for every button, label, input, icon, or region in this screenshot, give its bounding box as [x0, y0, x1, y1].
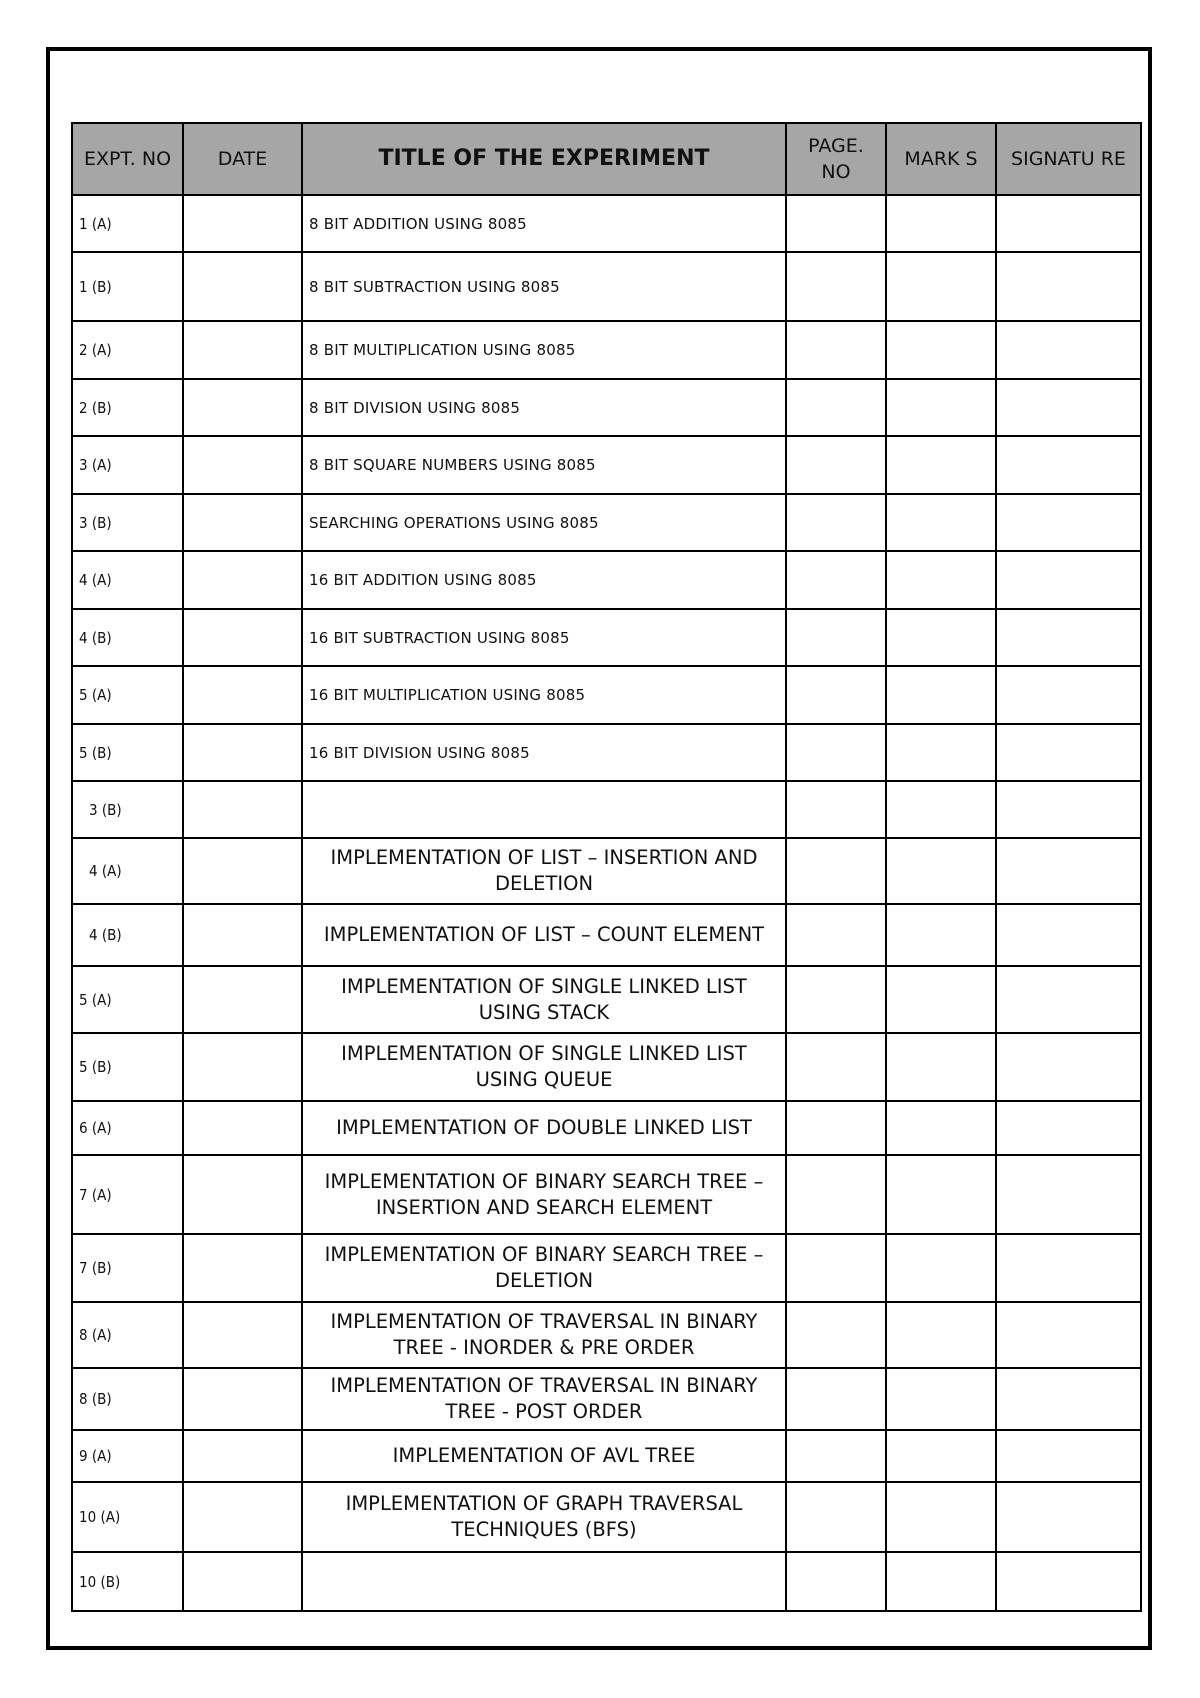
date-cell[interactable]: [183, 1101, 302, 1155]
signature-cell[interactable]: [996, 781, 1141, 838]
marks-cell[interactable]: [886, 1033, 996, 1101]
table-row: [72, 551, 1141, 609]
page-no-cell[interactable]: [786, 494, 886, 551]
expt-no-cell: 7 (B): [72, 1234, 183, 1302]
title-cell: IMPLEMENTATION OF LIST – COUNT ELEMENT: [302, 904, 786, 966]
date-cell[interactable]: [183, 724, 302, 781]
expt-no-cell: 3 (B): [72, 781, 183, 838]
table-row: [72, 321, 1141, 379]
marks-cell[interactable]: [886, 1430, 996, 1482]
header-marks: MARK S: [886, 123, 996, 195]
signature-cell[interactable]: [996, 1482, 1141, 1552]
expt-no-cell: 5 (A): [72, 666, 183, 724]
date-cell[interactable]: [183, 1155, 302, 1234]
expt-no-cell: 4 (B): [72, 904, 183, 966]
title-cell: 8 BIT SUBTRACTION USING 8085: [302, 252, 786, 321]
table-row: [72, 966, 1141, 1033]
expt-no-cell: 9 (A): [72, 1430, 183, 1482]
marks-cell[interactable]: [886, 1302, 996, 1368]
experiment-index-table: [71, 122, 1142, 1612]
header-page-no: PAGE. NO: [786, 123, 886, 195]
page-no-cell[interactable]: [786, 904, 886, 966]
table-row: [72, 1482, 1141, 1552]
signature-cell[interactable]: [996, 1155, 1141, 1234]
signature-cell[interactable]: [996, 195, 1141, 252]
page-no-cell[interactable]: [786, 1430, 886, 1482]
signature-cell[interactable]: [996, 1033, 1141, 1101]
title-cell: IMPLEMENTATION OF BINARY SEARCH TREE – DELETION: [302, 1234, 786, 1302]
marks-cell[interactable]: [886, 1155, 996, 1234]
date-cell[interactable]: [183, 1368, 302, 1430]
marks-cell[interactable]: [886, 1234, 996, 1302]
date-cell[interactable]: [183, 1430, 302, 1482]
table-row: [72, 724, 1141, 781]
expt-no-cell: 2 (A): [72, 321, 183, 379]
table-row: [72, 609, 1141, 666]
table-row: [72, 252, 1141, 321]
marks-cell[interactable]: [886, 195, 996, 252]
table-row: [72, 195, 1141, 252]
page-no-cell[interactable]: [786, 252, 886, 321]
date-cell[interactable]: [183, 1482, 302, 1552]
page-no-cell[interactable]: [786, 1155, 886, 1234]
signature-cell[interactable]: [996, 1368, 1141, 1430]
date-cell[interactable]: [183, 252, 302, 321]
signature-cell[interactable]: [996, 904, 1141, 966]
marks-cell[interactable]: [886, 436, 996, 494]
page-no-cell[interactable]: [786, 436, 886, 494]
table-row: [72, 1302, 1141, 1368]
signature-cell[interactable]: [996, 252, 1141, 321]
marks-cell[interactable]: [886, 666, 996, 724]
date-cell[interactable]: [183, 904, 302, 966]
table-row: [72, 904, 1141, 966]
signature-cell[interactable]: [996, 321, 1141, 379]
date-cell[interactable]: [183, 1552, 302, 1611]
marks-cell[interactable]: [886, 724, 996, 781]
title-cell: IMPLEMENTATION OF LIST – INSERTION AND DELETION: [302, 838, 786, 904]
signature-cell[interactable]: [996, 609, 1141, 666]
signature-cell[interactable]: [996, 1302, 1141, 1368]
expt-no-cell: 8 (A): [72, 1302, 183, 1368]
signature-cell[interactable]: [996, 551, 1141, 609]
table-row: [72, 1101, 1141, 1155]
table-row: [72, 781, 1141, 838]
date-cell[interactable]: [183, 551, 302, 609]
table-row: [72, 436, 1141, 494]
date-cell[interactable]: [183, 1033, 302, 1101]
date-cell[interactable]: [183, 781, 302, 838]
signature-cell[interactable]: [996, 724, 1141, 781]
expt-no-cell: 3 (A): [72, 436, 183, 494]
header-signature: SIGNATU RE: [996, 123, 1141, 195]
signature-cell[interactable]: [996, 1101, 1141, 1155]
expt-no-cell: 4 (A): [72, 551, 183, 609]
date-cell[interactable]: [183, 1234, 302, 1302]
marks-cell[interactable]: [886, 838, 996, 904]
date-cell[interactable]: [183, 1302, 302, 1368]
date-cell[interactable]: [183, 666, 302, 724]
page-no-cell[interactable]: [786, 379, 886, 436]
marks-cell[interactable]: [886, 252, 996, 321]
page-no-cell[interactable]: [786, 609, 886, 666]
expt-no-cell: 1 (A): [72, 195, 183, 252]
title-cell: IMPLEMENTATION OF AVL TREE: [302, 1430, 786, 1482]
header-row: [72, 123, 1141, 195]
signature-cell[interactable]: [996, 666, 1141, 724]
title-cell: 8 BIT MULTIPLICATION USING 8085: [302, 321, 786, 379]
page-no-cell[interactable]: [786, 321, 886, 379]
title-cell: IMPLEMENTATION OF BINARY SEARCH TREE – INSERTION AND SEARCH ELEMENT: [302, 1155, 786, 1234]
page-no-cell[interactable]: [786, 1552, 886, 1611]
expt-no-cell: 6 (A): [72, 1101, 183, 1155]
header-date: DATE: [183, 123, 302, 195]
date-cell[interactable]: [183, 609, 302, 666]
marks-cell[interactable]: [886, 551, 996, 609]
page-no-cell[interactable]: [786, 1368, 886, 1430]
date-cell[interactable]: [183, 379, 302, 436]
expt-no-cell: 5 (A): [72, 966, 183, 1033]
table-row: [72, 1033, 1141, 1101]
signature-cell[interactable]: [996, 1234, 1141, 1302]
marks-cell[interactable]: [886, 1368, 996, 1430]
expt-no-cell: 5 (B): [72, 1033, 183, 1101]
title-cell: 8 BIT ADDITION USING 8085: [302, 195, 786, 252]
signature-cell[interactable]: [996, 838, 1141, 904]
header-title: TITLE OF THE EXPERIMENT: [302, 123, 786, 195]
marks-cell[interactable]: [886, 609, 996, 666]
date-cell[interactable]: [183, 494, 302, 551]
signature-cell[interactable]: [996, 1430, 1141, 1482]
marks-cell[interactable]: [886, 1482, 996, 1552]
signature-cell[interactable]: [996, 379, 1141, 436]
table-row: [72, 1430, 1141, 1482]
title-cell: 16 BIT ADDITION USING 8085: [302, 551, 786, 609]
table-row: [72, 1155, 1141, 1234]
table-row: [72, 666, 1141, 724]
table-row: [72, 1234, 1141, 1302]
page-no-cell[interactable]: [786, 1482, 886, 1552]
marks-cell[interactable]: [886, 321, 996, 379]
title-cell: [302, 781, 786, 838]
signature-cell[interactable]: [996, 1552, 1141, 1611]
title-cell: IMPLEMENTATION OF SINGLE LINKED LIST USING STACK: [302, 966, 786, 1033]
expt-no-cell: 7 (A): [72, 1155, 183, 1234]
table-row: [72, 838, 1141, 904]
expt-no-cell: 10 (B): [72, 1552, 183, 1611]
title-cell: 8 BIT DIVISION USING 8085: [302, 379, 786, 436]
title-cell: 16 BIT MULTIPLICATION USING 8085: [302, 666, 786, 724]
page-no-cell[interactable]: [786, 666, 886, 724]
table-row: [72, 1552, 1141, 1611]
title-cell: IMPLEMENTATION OF DOUBLE LINKED LIST: [302, 1101, 786, 1155]
date-cell[interactable]: [183, 838, 302, 904]
expt-no-cell: 4 (B): [72, 609, 183, 666]
marks-cell[interactable]: [886, 1101, 996, 1155]
page-no-cell[interactable]: [786, 966, 886, 1033]
header-expt-no: EXPT. NO: [72, 123, 183, 195]
marks-cell[interactable]: [886, 904, 996, 966]
table-row: [72, 494, 1141, 551]
title-cell: SEARCHING OPERATIONS USING 8085: [302, 494, 786, 551]
title-cell: IMPLEMENTATION OF TRAVERSAL IN BINARY TREE - INORDER & PRE ORDER: [302, 1302, 786, 1368]
page-no-cell[interactable]: [786, 195, 886, 252]
marks-cell[interactable]: [886, 781, 996, 838]
table-row: [72, 1368, 1141, 1430]
marks-cell[interactable]: [886, 494, 996, 551]
expt-no-cell: 10 (A): [72, 1482, 183, 1552]
title-cell: IMPLEMENTATION OF GRAPH TRAVERSAL TECHNIQUES (BFS): [302, 1482, 786, 1552]
page-no-cell[interactable]: [786, 1033, 886, 1101]
expt-no-cell: 8 (B): [72, 1368, 183, 1430]
marks-cell[interactable]: [886, 966, 996, 1033]
title-cell: 8 BIT SQUARE NUMBERS USING 8085: [302, 436, 786, 494]
expt-no-cell: 2 (B): [72, 379, 183, 436]
marks-cell[interactable]: [886, 1552, 996, 1611]
title-cell: IMPLEMENTATION OF SINGLE LINKED LIST USING QUEUE: [302, 1033, 786, 1101]
page-no-cell[interactable]: [786, 551, 886, 609]
title-cell: 16 BIT SUBTRACTION USING 8085: [302, 609, 786, 666]
page-no-cell[interactable]: [786, 1234, 886, 1302]
title-cell: IMPLEMENTATION OF TRAVERSAL IN BINARY TREE - POST ORDER: [302, 1368, 786, 1430]
date-cell[interactable]: [183, 321, 302, 379]
table-row: [72, 379, 1141, 436]
title-cell: [302, 1552, 786, 1611]
page-no-cell[interactable]: [786, 1101, 886, 1155]
expt-no-cell: 5 (B): [72, 724, 183, 781]
expt-no-cell: 1 (B): [72, 252, 183, 321]
title-cell: 16 BIT DIVISION USING 8085: [302, 724, 786, 781]
page-no-cell[interactable]: [786, 781, 886, 838]
expt-no-cell: 4 (A): [72, 838, 183, 904]
expt-no-cell: 3 (B): [72, 494, 183, 551]
marks-cell[interactable]: [886, 379, 996, 436]
signature-cell[interactable]: [996, 966, 1141, 1033]
date-cell[interactable]: [183, 966, 302, 1033]
page-no-cell[interactable]: [786, 1302, 886, 1368]
signature-cell[interactable]: [996, 436, 1141, 494]
date-cell[interactable]: [183, 436, 302, 494]
page-no-cell[interactable]: [786, 838, 886, 904]
page-no-cell[interactable]: [786, 724, 886, 781]
signature-cell[interactable]: [996, 494, 1141, 551]
date-cell[interactable]: [183, 195, 302, 252]
